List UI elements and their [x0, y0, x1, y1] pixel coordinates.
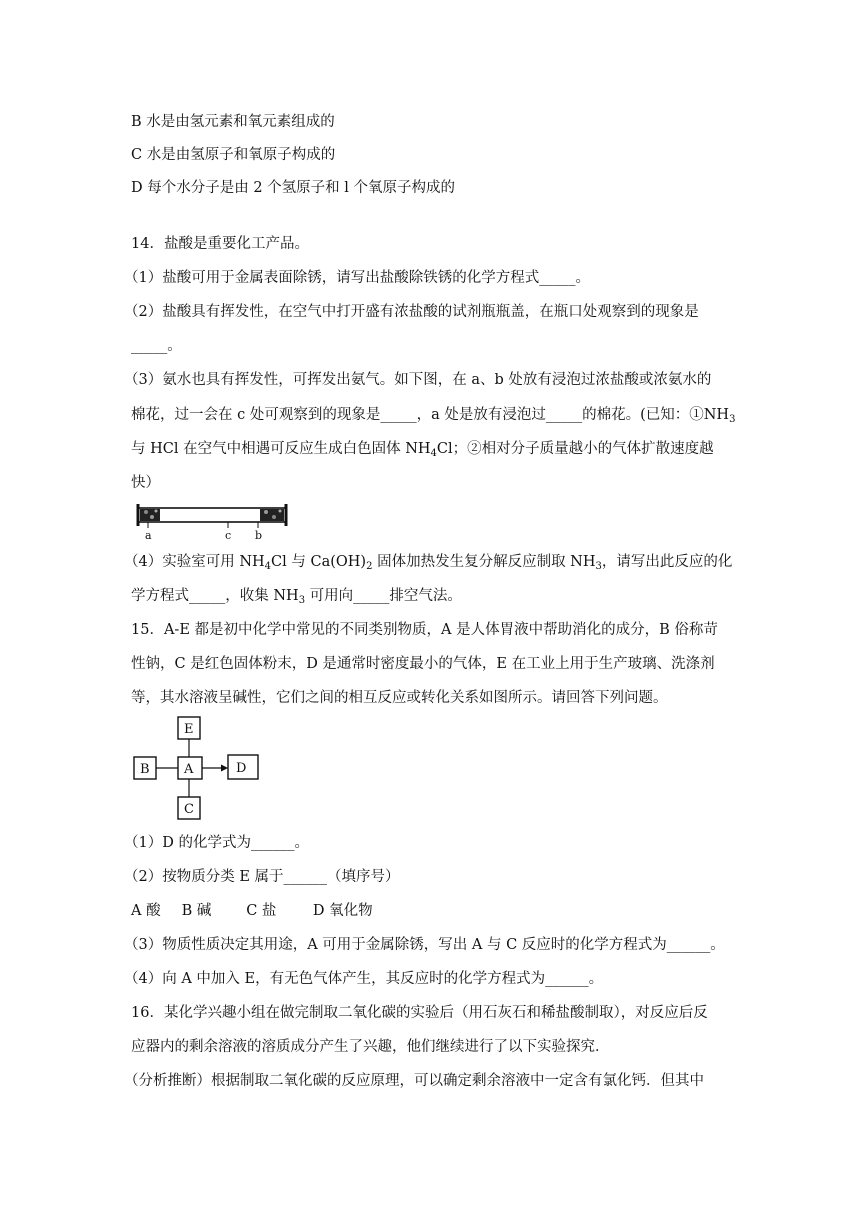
box-b-label: B	[140, 762, 150, 777]
q15-part1: （1）D 的化学式为______。	[124, 835, 309, 851]
cotton-a	[140, 509, 160, 521]
q14-part4-line1: （4）实验室可用 $NH_4Cl$ 与 $Ca(OH)_2$ 固体加热发生复分解反应制取 $NH_3$，请写出此反应的化	[124, 554, 733, 572]
q15-part3: （3）物质性质决定其用途，A 可用于金属除锈，写出 A 与 C 反应时的化学方程式为______。	[124, 937, 725, 953]
q16-analysis-line: （分析推断）根据制取二氧化碳的反应原理，可以确定剩余溶液中一定含有氯化钙．但其中	[124, 1073, 704, 1089]
q14-part2-line1: （2）盐酸具有挥发性，在空气中打开盛有浓盐酸的试剂瓶瓶盖，在瓶口处观察到的现象是	[124, 304, 699, 320]
q16-stem-line1: 16．某化学兴趣小组在做完制取二氧化碳的实验后（用石灰石和稀盐酸制取），对反应后反	[131, 1005, 708, 1021]
q14-part3-line1: （3）氨水也具有挥发性，可挥发出氨气。如下图，在 a、b 处放有浸泡过浓盐酸或浓氨水的	[124, 372, 712, 388]
tube-label-a: a	[145, 529, 152, 542]
cotton-b	[260, 509, 284, 521]
tube-label-c: c	[225, 529, 232, 542]
glass-tube-diagram	[134, 500, 294, 542]
q15-stem-line1: 15．A-E 都是初中化学中常见的不同类别物质，A 是人体胃液中帮助消化的成分，B 俗称苛	[131, 622, 718, 638]
q14-part4-line2: 学方程式_____，收集 $NH_3$ 可用向_____排空气法。	[131, 588, 462, 606]
choice-a: A 酸	[131, 903, 161, 919]
box-c-label: C	[184, 802, 194, 817]
choice-b: B 碱	[181, 903, 212, 919]
box-d-label: D	[236, 761, 247, 776]
q14-part3-line3: 与 HCl 在空气中相遇可反应生成白色固体 $NH_4Cl$；②相对分子质量越小的气体扩散速度越	[131, 441, 714, 459]
q15-stem-line3: 等，其水溶液呈碱性，它们之间的相互反应或转化关系如图所示。请回答下列问题。	[131, 690, 668, 706]
relation-diagram	[132, 715, 272, 821]
tube-label-b: b	[255, 529, 263, 542]
q14-part3-line2: 棉花，过一会在 c 处可观察到的现象是_____，a 处是放有浸泡过_____的棉花。(已知：$①NH_3$	[131, 407, 736, 425]
arrow-head	[221, 765, 228, 772]
option-b: B 水是由氢元素和氧元素组成的	[131, 114, 335, 130]
choice-d: D 氧化物	[312, 903, 373, 919]
q14-stem: 14．盐酸是重要化工产品。	[131, 236, 309, 252]
option-c: C 水是由氢原子和氧原子构成的	[131, 147, 336, 163]
q15-part2: （2）按物质分类 E 属于______（填序号）	[124, 869, 400, 885]
q14-part2-line2: _____。	[131, 338, 182, 354]
q15-choices	[131, 901, 373, 921]
box-e-label: E	[184, 722, 194, 737]
choice-c: C 盐	[246, 903, 277, 919]
q15-part4: （4）向 A 中加入 E，有无色气体产生，其反应时的化学方程式为______。	[124, 971, 604, 987]
q15-stem-line2: 性钠，C 是红色固体粉末，D 是通常时密度最小的气体，E 在工业上用于生产玻璃、洗涤剂	[131, 656, 715, 672]
q14-part1: （1）盐酸可用于金属表面除锈，请写出盐酸除铁锈的化学方程式_____。	[124, 270, 590, 286]
option-d: D 每个水分子是由 2 个氢原子和 l 个氧原子构成的	[131, 180, 456, 196]
box-a-label: A	[184, 762, 194, 777]
q14-part3-line4: 快）	[131, 475, 160, 491]
q16-stem-line2: 应器内的剩余溶液的溶质成分产生了兴趣，他们继续进行了以下实验探究．	[131, 1039, 610, 1055]
